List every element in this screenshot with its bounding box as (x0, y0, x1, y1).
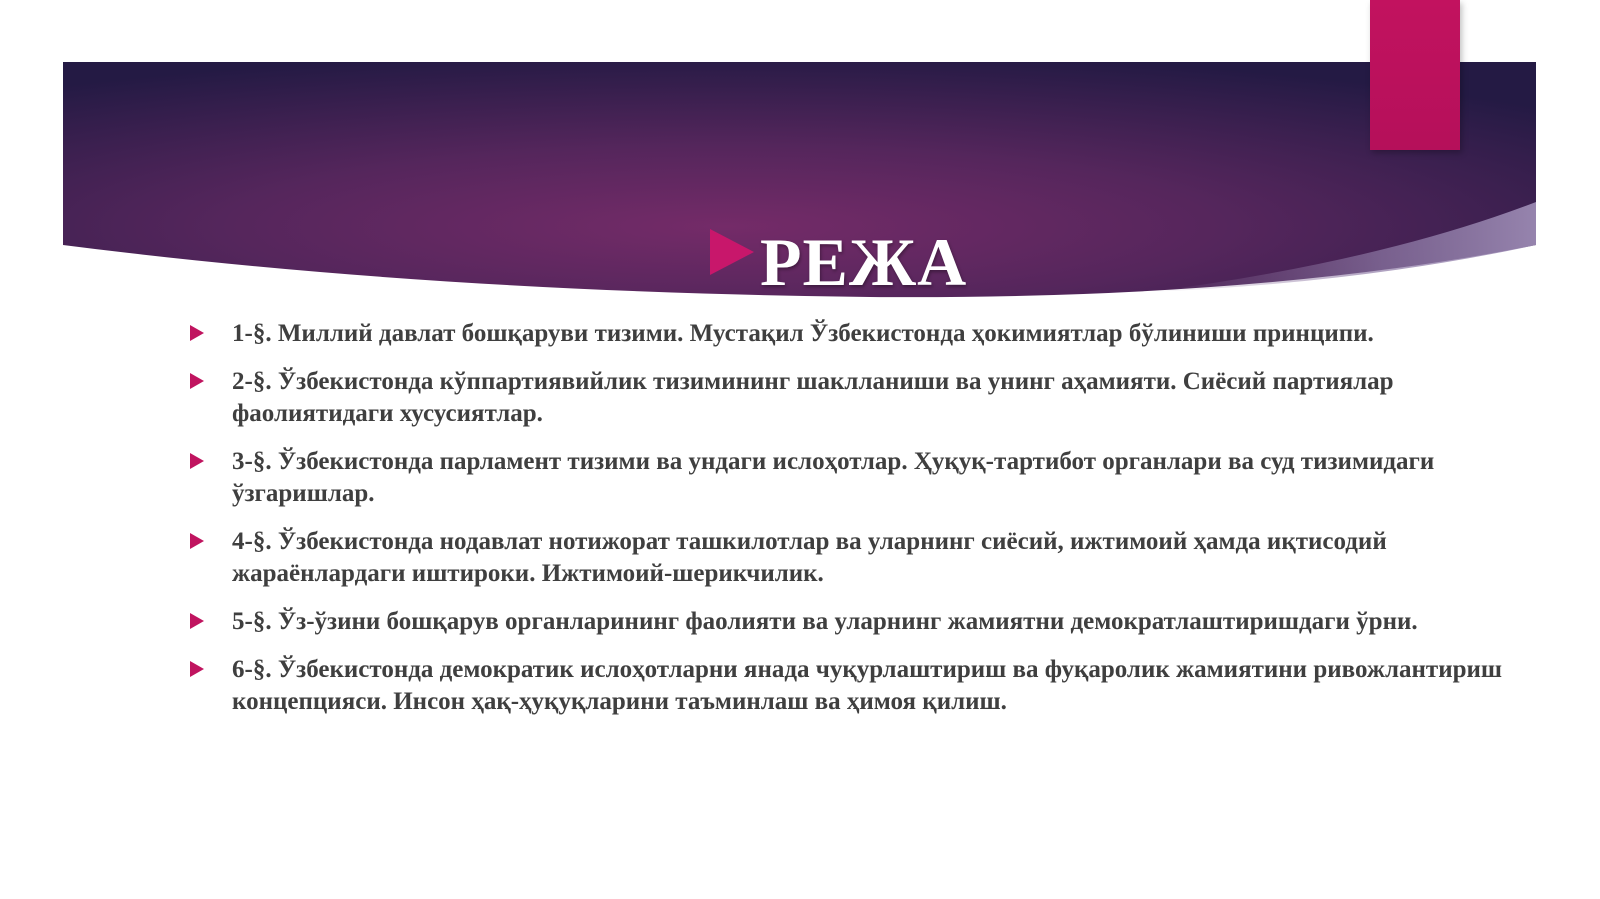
list-item-text: 2-§. Ўзбекистонда кўппартиявийлик тизимининг шаклланиши ва унинг аҳамияти. Сиёсий партиялар фаолиятидаги хусусиятлар. (232, 368, 1394, 427)
triangle-right-icon (190, 533, 204, 549)
list-item-text: 6-§. Ўзбекистонда демократик ислоҳотларни янада чуқурлаштириш ва фуқаролик жамиятини ривожлантириш концепцияси. Инсон ҳақ-ҳуқуқларини таъминлаш ва ҳимоя қилиш. (232, 656, 1503, 715)
list-item (188, 526, 1508, 590)
triangle-right-icon (190, 453, 204, 469)
accent-tab (1370, 0, 1460, 150)
list-item-text: 4-§. Ўзбекистонда нодавлат нотижорат ташкилотлар ва уларнинг сиёсий, ижтимоий ҳамда иқтисодий жараёнлардаги иштироки. Ижтимоий-шерикчилик. (232, 528, 1387, 587)
list-item-text: 1-§. Миллий давлат бошқаруви тизими. Мустақил Ўзбекистонда ҳокимиятлар бўлиниши принципи. (232, 320, 1374, 347)
page-title: РЕЖА (760, 224, 968, 300)
triangle-right-icon (190, 613, 204, 629)
list-item (188, 446, 1508, 510)
triangle-right-icon (190, 661, 204, 677)
triangle-right-icon (710, 229, 754, 275)
list-item (188, 606, 1508, 638)
list-item-text: 3-§. Ўзбекистонда парламент тизими ва ундаги ислоҳотлар. Ҳуқуқ-тартибот органлари ва суд тизимидаги ўзгаришлар. (232, 448, 1435, 507)
list-item (188, 366, 1508, 430)
triangle-right-icon (190, 325, 204, 341)
list-item (188, 318, 1508, 350)
title-block (710, 222, 967, 302)
plan-list (188, 318, 1508, 734)
triangle-right-icon (190, 373, 204, 389)
list-item (188, 654, 1508, 718)
list-item-text: 5-§. Ўз-ўзини бошқарув органларининг фаолияти ва уларнинг жамиятни демократлаштиришдаги ўрни. (232, 608, 1418, 635)
